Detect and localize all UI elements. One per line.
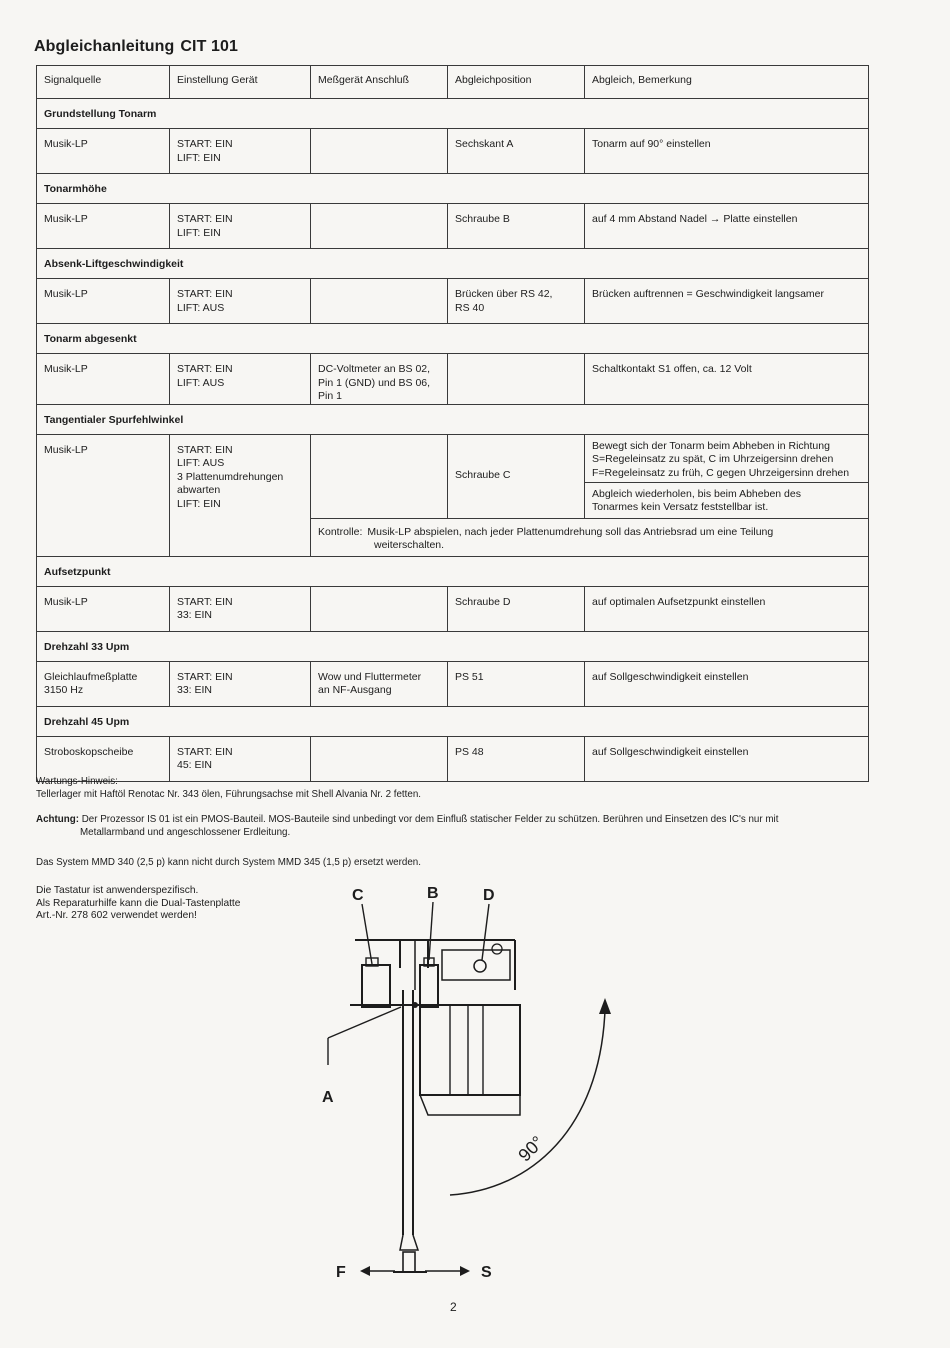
- section-row: [37, 174, 869, 204]
- section-row: [37, 324, 869, 354]
- remark-cell-2: [585, 482, 869, 518]
- cell-line: Bewegt sich der Tonarm beim Abheben in Richtung: [592, 439, 830, 452]
- remark-cell: [585, 279, 869, 324]
- cell-line: 3150 Hz: [44, 684, 84, 696]
- remark-cell: [585, 129, 869, 174]
- cell-line: Abgleich wiederholen, bis beim Abheben des: [592, 487, 801, 500]
- cell-line: Brücken über RS 42,: [455, 288, 553, 300]
- caution-note: [36, 814, 876, 839]
- setting-cell: [170, 586, 311, 631]
- cell-line: START: EIN: [177, 213, 233, 225]
- tonearm-diagram: [300, 880, 620, 1280]
- table-row: [37, 354, 869, 405]
- section-row: [37, 99, 869, 129]
- section-heading: Tangentialer Spurfehlwinkel: [37, 404, 869, 434]
- cell-line: Pin 1 (GND) und BS 06,: [318, 376, 431, 389]
- cell-line: 33: EIN: [177, 609, 213, 621]
- cell-line: Musik-LP: [44, 138, 88, 150]
- source-cell: [37, 586, 170, 631]
- cell-line: DC-Voltmeter an BS 02,: [318, 363, 431, 375]
- section-row: [37, 706, 869, 736]
- caution-text: Der Prozessor IS 01 ist ein PMOS-Bauteil. MOS-Bauteile sind unbedingt vor dem Einfluß statischer Felder zu schützen. Berühren und Einsetzen des IC's nur mit: [81, 814, 779, 825]
- section-row: [37, 556, 869, 586]
- position-cell: [448, 736, 585, 781]
- position-cell: [448, 586, 585, 631]
- column-header: Abgleich, Bemerkung: [585, 66, 869, 99]
- table-row: [37, 129, 869, 174]
- table-row: [37, 661, 869, 706]
- position-cell: [448, 434, 585, 518]
- cell-line: Schraube D: [455, 595, 511, 608]
- setting-cell: [170, 736, 311, 781]
- control-text-cont: weiterschalten.: [374, 539, 445, 551]
- source-cell: [37, 434, 170, 556]
- angle-label: 90°: [514, 1132, 548, 1166]
- meter-cell: [311, 129, 448, 174]
- keyboard-note-line: Als Reparaturhilfe kann die Dual-Tastenplatte: [36, 897, 241, 909]
- cell-line: 33: EIN: [177, 684, 213, 696]
- position-cell: [448, 129, 585, 174]
- section-heading: Tonarmhöhe: [37, 174, 869, 204]
- table-row: [37, 586, 869, 631]
- cell-line: RS 40: [455, 301, 485, 314]
- maintenance-note: [36, 776, 421, 801]
- label-f: F: [336, 1264, 346, 1280]
- keyboard-note: [36, 885, 240, 923]
- cell-line: START: EIN: [177, 595, 233, 608]
- source-cell: [37, 129, 170, 174]
- section-heading: Drehzahl 45 Upm: [37, 706, 869, 736]
- cell-line: auf Sollgeschwindigkeit einstellen: [592, 745, 749, 758]
- page-title: [34, 38, 238, 56]
- adjustment-table: [36, 65, 869, 782]
- cell-line: F=Regeleinsatz zu früh, C gegen Uhrzeigersinn drehen: [592, 466, 850, 479]
- column-header: Signalquelle: [37, 66, 170, 99]
- cell-line: S=Regeleinsatz zu spät, C im Uhrzeigersinn drehen: [592, 453, 834, 465]
- cell-line: Tonarm auf 90° einstellen: [592, 138, 711, 150]
- meter-cell: [311, 661, 448, 706]
- cell-line: 3 Plattenumdrehungen: [177, 470, 284, 483]
- cell-line: Musik-LP: [44, 288, 88, 300]
- cell-line: Musik-LP: [44, 443, 88, 456]
- setting-cell: [170, 204, 311, 249]
- table-row: [37, 279, 869, 324]
- section-heading: Drehzahl 33 Upm: [37, 631, 869, 661]
- section-row: [37, 249, 869, 279]
- caution-text-cont: Metallarmband und angeschlossener Erdleitung.: [80, 826, 291, 838]
- cell-line: LIFT: EIN: [177, 497, 221, 510]
- position-cell: [448, 661, 585, 706]
- source-cell: [37, 736, 170, 781]
- cell-line: Brücken auftrennen = Geschwindigkeit langsamer: [592, 288, 825, 300]
- remark-cell: [585, 204, 869, 249]
- remark-cell: [585, 434, 869, 482]
- table-header: [37, 66, 869, 99]
- section-row: [37, 404, 869, 434]
- label-a: A: [322, 1089, 334, 1106]
- remark-cell: [585, 736, 869, 781]
- control-cell: [311, 518, 869, 556]
- table-row: [37, 434, 869, 482]
- setting-cell: [170, 434, 311, 556]
- maintenance-text: Tellerlager mit Haftöl Renotac Nr. 343 ölen, Führungsachse mit Shell Alvania Nr. 2 fetten.: [36, 788, 421, 800]
- section-row: [37, 631, 869, 661]
- cell-line: START: EIN: [177, 138, 233, 150]
- cell-line: START: EIN: [177, 363, 233, 375]
- title-main: Abgleichanleitung: [34, 38, 175, 55]
- cell-line: Sechskant A: [455, 138, 514, 150]
- title-model: CIT 101: [180, 38, 238, 55]
- cell-line: LIFT: AUS: [177, 457, 225, 469]
- cell-line: Pin 1: [318, 390, 342, 402]
- cell-line: START: EIN: [177, 670, 233, 683]
- caution-label: Achtung:: [36, 814, 79, 825]
- position-cell: [448, 279, 585, 324]
- cell-line: LIFT: AUS: [177, 301, 225, 314]
- source-cell: [37, 354, 170, 405]
- control-label: Kontrolle:: [318, 525, 363, 538]
- cell-line: Musik-LP: [44, 363, 88, 375]
- label-b: B: [427, 885, 439, 902]
- column-header: Abgleichposition: [448, 66, 585, 99]
- column-header: Meßgerät Anschluß: [311, 66, 448, 99]
- cell-line: START: EIN: [177, 745, 233, 758]
- label-s: S: [481, 1264, 492, 1280]
- cell-line: Schraube C: [455, 469, 511, 482]
- column-header: Einstellung Gerät: [170, 66, 311, 99]
- source-cell: [37, 279, 170, 324]
- page-number: 2: [450, 1300, 457, 1314]
- cell-line: 45: EIN: [177, 759, 213, 771]
- maintenance-title: Wartungs-Hinweis:: [36, 776, 118, 787]
- label-c: C: [352, 887, 364, 904]
- cell-line: auf optimalen Aufsetzpunkt einstellen: [592, 595, 766, 608]
- remark-cell: [585, 586, 869, 631]
- label-d: D: [483, 887, 495, 904]
- cell-line: an NF-Ausgang: [318, 684, 392, 696]
- meter-cell: [311, 434, 448, 518]
- cell-line: Stroboskopscheibe: [44, 745, 134, 758]
- position-cell: [448, 204, 585, 249]
- setting-cell: [170, 661, 311, 706]
- remark-cell: [585, 661, 869, 706]
- section-heading: Aufsetzpunkt: [37, 556, 869, 586]
- cell-line: Musik-LP: [44, 595, 88, 608]
- section-heading: Absenk-Liftgeschwindigkeit: [37, 249, 869, 279]
- setting-cell: [170, 129, 311, 174]
- meter-cell: [311, 586, 448, 631]
- cell-line: PS 51: [455, 670, 484, 683]
- meter-cell: [311, 279, 448, 324]
- meter-cell: [311, 736, 448, 781]
- cell-line: START: EIN: [177, 443, 233, 456]
- position-cell: [448, 354, 585, 405]
- cell-line: auf Sollgeschwindigkeit einstellen: [592, 670, 749, 683]
- cell-line: abwarten: [177, 484, 221, 496]
- cell-line: Wow und Fluttermeter: [318, 670, 422, 683]
- cell-line: Tonarmes kein Versatz feststellbar ist.: [592, 501, 769, 513]
- table-row: [37, 204, 869, 249]
- control-text: Musik-LP abspielen, nach jeder Plattenumdrehung soll das Antriebsrad um eine Teilung: [367, 525, 774, 538]
- cell-line: Schraube B: [455, 213, 510, 225]
- table-row: [37, 736, 869, 781]
- remark-cell: [585, 354, 869, 405]
- meter-cell: [311, 204, 448, 249]
- cell-line: LIFT: EIN: [177, 151, 221, 164]
- cell-line: PS 48: [455, 745, 484, 758]
- source-cell: [37, 661, 170, 706]
- cell-line: START: EIN: [177, 288, 233, 300]
- cell-line: LIFT: EIN: [177, 226, 221, 239]
- system-note: Das System MMD 340 (2,5 p) kann nicht durch System MMD 345 (1,5 p) ersetzt werden.: [36, 857, 421, 868]
- section-heading: Tonarm abgesenkt: [37, 324, 869, 354]
- cell-line: auf 4 mm Abstand Nadel → Platte einstellen: [592, 213, 798, 225]
- cell-line: LIFT: AUS: [177, 376, 225, 389]
- setting-cell: [170, 354, 311, 405]
- keyboard-note-line: Die Tastatur ist anwenderspezifisch.: [36, 885, 199, 896]
- meter-cell: [311, 354, 448, 405]
- cell-line: Gleichlaufmeßplatte: [44, 670, 138, 683]
- setting-cell: [170, 279, 311, 324]
- source-cell: [37, 204, 170, 249]
- keyboard-note-line: Art.-Nr. 278 602 verwendet werden!: [36, 910, 197, 921]
- cell-line: Schaltkontakt S1 offen, ca. 12 Volt: [592, 363, 752, 375]
- cell-line: Musik-LP: [44, 213, 88, 225]
- section-heading: Grundstellung Tonarm: [37, 99, 869, 129]
